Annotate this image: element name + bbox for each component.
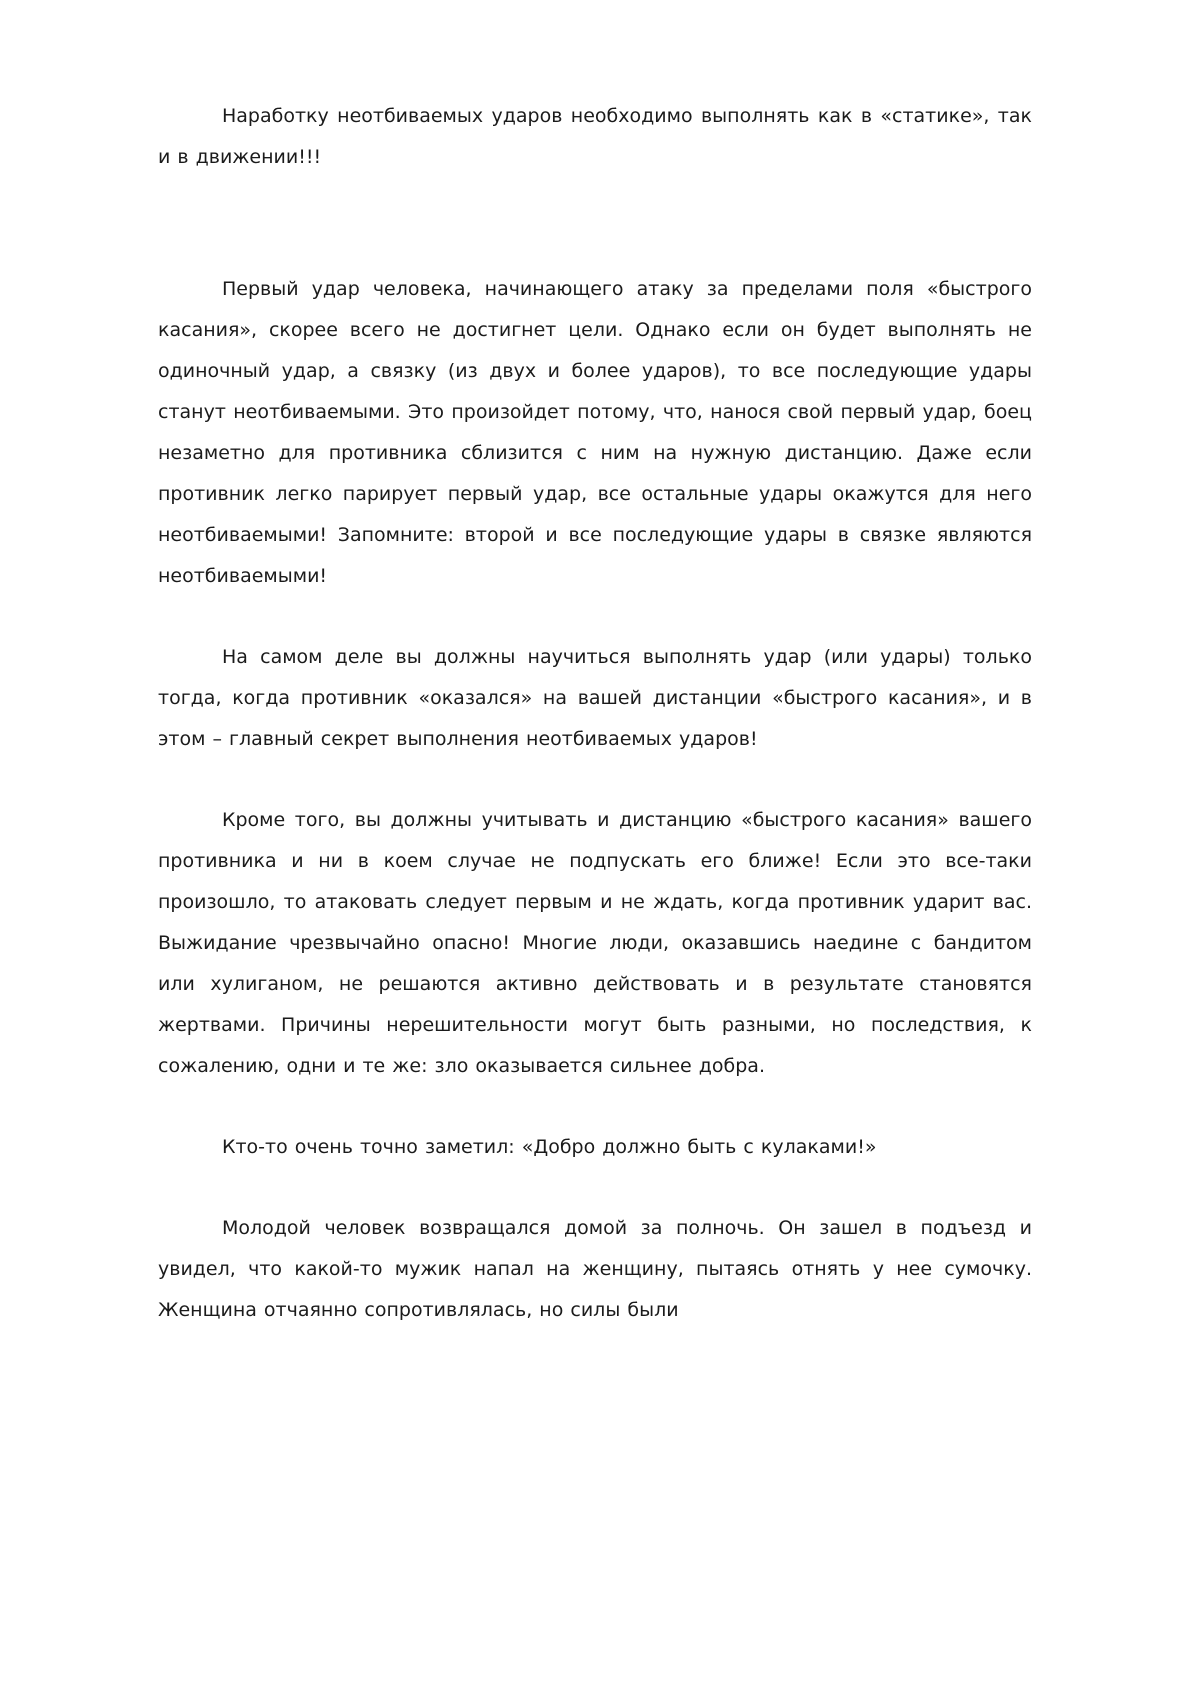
paragraph: На самом деле вы должны научиться выполнять удар (или удары) только тогда, когда противник «оказался» на вашей дистанции «быстрого касания», и в этом – главный секрет выполнения неотбиваемых ударов! [158, 646, 1032, 750]
paragraph: Молодой человек возвращался домой за полночь. Он зашел в подъезд и увидел, что какой-то мужик напал на женщину, пытаясь отнять у нее сумочку. Женщина отчаянно сопротивлялась, но силы были [158, 1217, 1032, 1321]
paragraph: Кроме того, вы должны учитывать и дистанцию «быстрого касания» вашего противника и ни в коем случае не подпускать его ближе! Если это все-таки произошло, то атаковать следует первым и не ждать, когда противник ударит вас. Выжидание чрезвычайно опасно! Многие люди, оказавшись наедине с бандитом или хулиганом, не решаются активно действовать и в результате становятся жертвами. Причины нерешительности могут быть разными, но последствия, к сожалению, одни и те же: зло оказывается сильнее добра. [158, 809, 1032, 1077]
document-body [158, 96, 1032, 1331]
paragraph: Кто-то очень точно заметил: «Добро должно быть с кулаками!» [222, 1136, 877, 1158]
paragraph: Первый удар человека, начинающего атаку за пределами поля «быстрого касания», скорее всего не достигнет цели. Однако если он будет выполнять не одиночный удар, а связку (из двух и более ударов), то все последующие удары станут неотбиваемыми. Это произойдет потому, что, нанося свой первый удар, боец незаметно для противника сблизится с ним на нужную дистанцию. Даже если противник легко парирует первый удар, все остальные удары окажутся для него неотбиваемыми! Запомните: второй и все последующие удары в связке являются неотбиваемыми! [158, 278, 1032, 587]
paragraph: Наработку неотбиваемых ударов необходимо выполнять как в «статике», так и в движении!!! [158, 105, 1032, 168]
